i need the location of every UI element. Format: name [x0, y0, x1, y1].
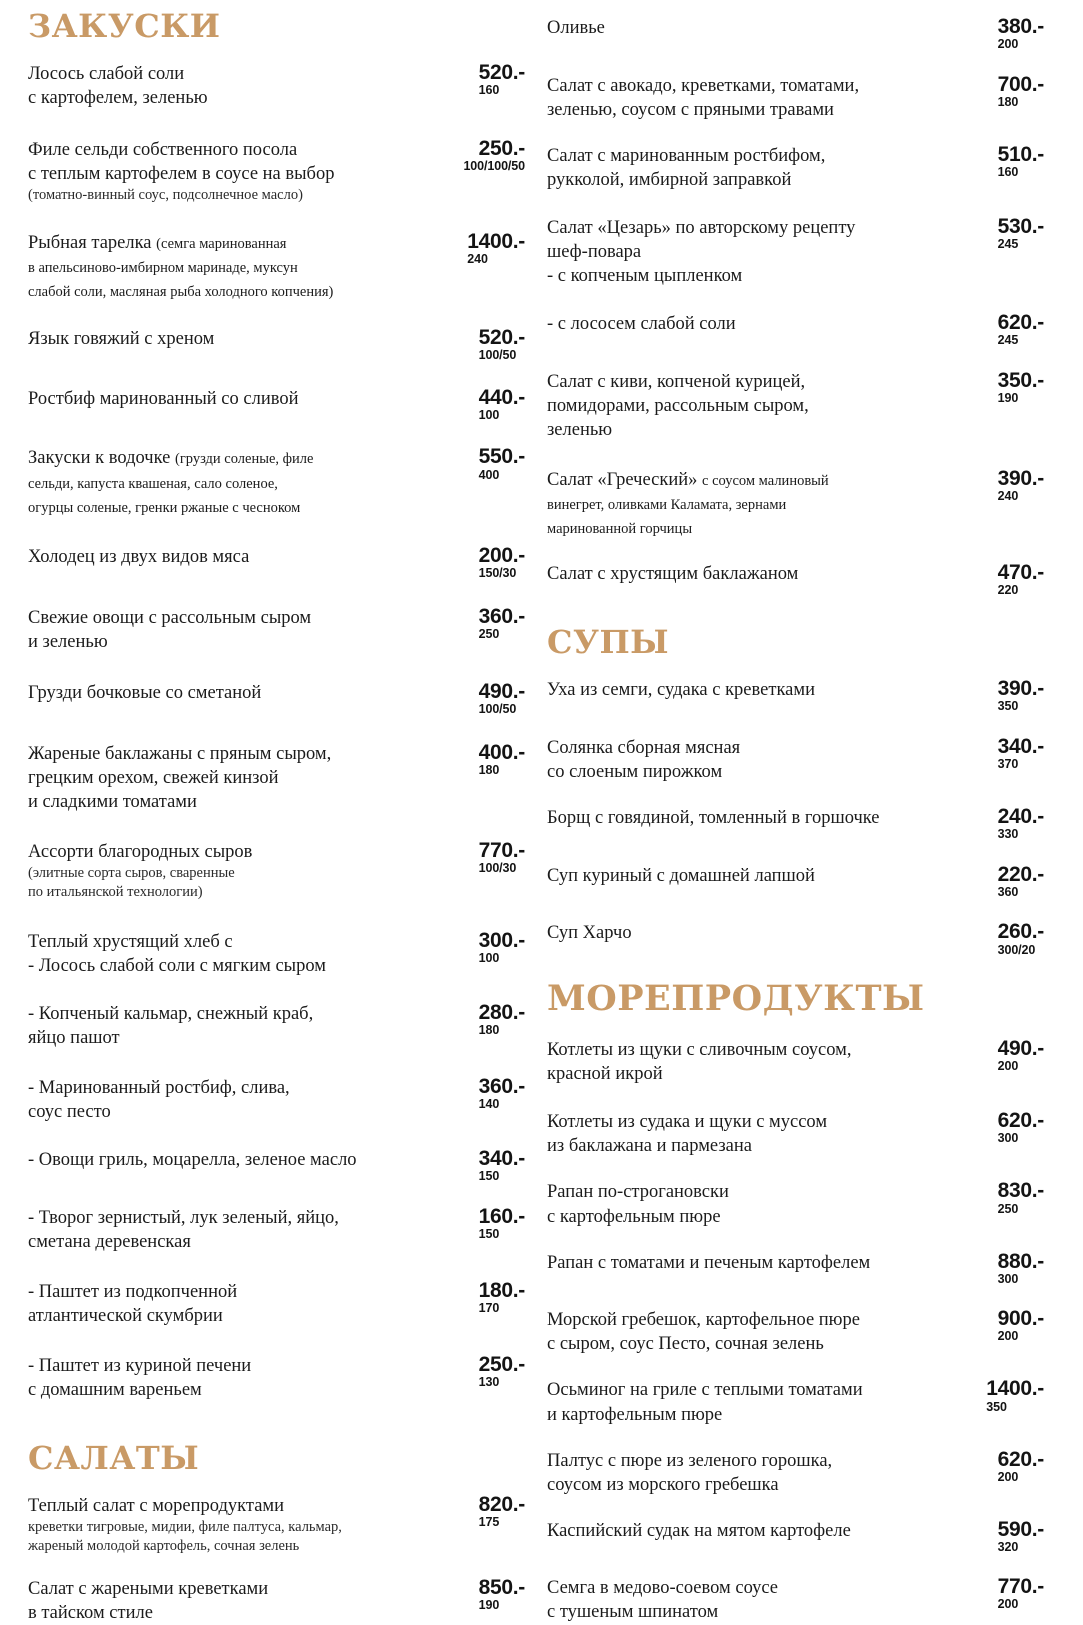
menu-item	[547, 1180, 1044, 1228]
menu-item-text	[28, 1076, 469, 1124]
menu-item-name: Теплый хрустящий хлеб с - Лосось слабой соли с мягким сыром	[28, 931, 326, 976]
menu-item-price	[988, 370, 1044, 406]
menu-item-text	[547, 468, 988, 540]
menu-item-text	[28, 62, 469, 110]
menu-item	[547, 1449, 1044, 1497]
menu-item-weight: 160	[478, 83, 500, 98]
menu-item	[547, 736, 1044, 784]
menu-item-price-amount: 300.-	[478, 928, 525, 952]
menu-item-text	[547, 1378, 976, 1426]
menu-item	[28, 1076, 525, 1124]
menu-item-price	[988, 1308, 1044, 1344]
menu-item-weight: 220	[997, 583, 1019, 598]
menu-item-price-amount: 340.-	[478, 1146, 525, 1170]
menu-item-weight: 300	[997, 1131, 1019, 1146]
menu-item-weight: 200	[997, 1469, 1019, 1484]
menu-item-weight: 240	[467, 251, 488, 266]
menu-item-text	[28, 138, 453, 205]
menu-item-price-amount: 240.-	[997, 804, 1044, 828]
menu-item-weight: 360	[997, 884, 1019, 899]
menu-item-name: Грузди бочковые со сметаной	[28, 682, 262, 703]
menu-item-weight: 140	[478, 1096, 500, 1111]
menu-item-name: Рыбная тарелка (семга маринованная в апельсиново-имбирном маринаде, муксун слабой соли, масляная рыба холодного копчения)	[28, 232, 334, 300]
menu-item-price	[469, 1002, 525, 1038]
menu-item-name: Оливье	[547, 18, 605, 38]
menu-item-name: Ассорти благородных сыров	[28, 842, 253, 863]
menu-item-weight: 400	[478, 467, 500, 482]
menu-item-name: Салат с маринованным ростбифом, рукколой, имбирной заправкой	[547, 145, 826, 190]
menu-item	[547, 1308, 1044, 1356]
menu-item-name: Котлеты из щуки с сливочным соусом, красной икрой	[547, 1040, 852, 1085]
menu-item-weight: 180	[997, 94, 1019, 109]
menu-item-name: - Копченый кальмар, снежный краб, яйцо пашот	[28, 1003, 314, 1048]
menu-item-name: Палтус с пюре из зеленого горошка, соусом из морского гребешка	[547, 1450, 833, 1495]
menu-item	[28, 1206, 525, 1254]
menu-item-name: Ростбиф маринованный со сливой	[28, 388, 299, 409]
menu-item	[28, 1494, 525, 1555]
menu-item	[547, 468, 1044, 540]
menu-item-price	[469, 1494, 525, 1530]
menu-item-name: Язык говяжий с хреном	[28, 328, 215, 349]
menu-item-price-amount: 550.-	[478, 445, 525, 469]
menu-item-price-amount: 520.-	[478, 325, 525, 349]
menu-item	[28, 327, 525, 363]
menu-item-text	[547, 1576, 988, 1624]
menu-item-text	[28, 1206, 469, 1254]
menu-item-text	[28, 840, 469, 901]
menu-item-name: Суп Харчо	[547, 923, 632, 944]
menu-item-price	[988, 562, 1044, 598]
menu-item-text	[547, 864, 988, 888]
menu-item-text	[547, 921, 988, 945]
menu-item-weight: 150	[478, 1168, 500, 1183]
menu-item-text	[547, 74, 988, 122]
menu-item-price	[988, 806, 1044, 842]
menu-item-price-amount: 590.-	[997, 1517, 1044, 1541]
menu-item-price-amount: 900.-	[997, 1307, 1044, 1331]
menu-item	[547, 16, 1044, 52]
menu-item-price-amount: 620.-	[997, 1109, 1044, 1133]
menu-item-price	[457, 231, 525, 267]
menu-item-price	[469, 62, 525, 98]
menu-item-price-amount: 160.-	[478, 1204, 525, 1228]
menu-item-weight: 300	[997, 1271, 1019, 1286]
menu-item-text	[547, 1038, 988, 1086]
menu-item-price-amount: 390.-	[997, 677, 1044, 700]
menu-item	[28, 1577, 525, 1625]
menu-item-weight: 250	[997, 1201, 1019, 1216]
menu-item-price	[469, 930, 525, 966]
menu-item	[547, 562, 1044, 598]
menu-item-weight: 100/50	[478, 347, 517, 362]
menu-item-price	[469, 1354, 525, 1390]
menu-item-name: Солянка сборная мясная со слоеным пирожком	[547, 737, 741, 782]
menu-item-text	[28, 1577, 469, 1625]
menu-item-inline-description: (грузди соленые, филе сельди, капуста квашеная, сало соленое, огурцы соленые, гренки ржаные с чесноком	[28, 451, 314, 516]
menu-item-name: Салат «Цезарь» по авторскому рецепту шеф-повара - с копченым цыпленком	[547, 217, 856, 287]
menu-item-price	[988, 312, 1044, 348]
menu-item-price-amount: 400.-	[478, 741, 525, 765]
menu-item-name: - Паштет из куриной печени с домашним вареньем	[28, 1355, 252, 1400]
menu-item-price-amount: 850.-	[478, 1576, 525, 1600]
menu-item-weight: 240	[997, 489, 1019, 504]
menu-item-text	[28, 742, 469, 814]
menu-item-text	[28, 545, 469, 569]
menu-item-price	[469, 606, 525, 642]
section-heading-supy: СУПЫ	[547, 623, 670, 661]
menu-item-price-amount: 520.-	[478, 61, 525, 84]
menu-item-text	[547, 806, 988, 830]
menu-item	[547, 678, 1044, 714]
menu-item	[547, 370, 1044, 442]
menu-item-price	[469, 1206, 525, 1242]
menu-item-text	[28, 1002, 469, 1050]
menu-item-price-amount: 220.-	[997, 862, 1044, 886]
menu-item-text	[547, 16, 988, 40]
menu-item-name: Теплый салат с морепродуктами	[28, 1495, 285, 1516]
menu-item-name: Рапан с томатами и печеным картофелем	[547, 1252, 871, 1273]
menu-item-text	[547, 312, 988, 336]
menu-item-weight: 100/50	[478, 701, 517, 716]
section-heading-salaty-left: САЛАТЫ	[28, 1438, 200, 1477]
menu-item-name: - Овощи гриль, моцарелла, зеленое масло	[28, 1149, 357, 1170]
menu-item-price	[988, 216, 1044, 252]
menu-item-price-amount: 490.-	[478, 679, 525, 703]
menu-item	[28, 1280, 525, 1328]
menu-column-right	[547, 8, 1044, 1623]
menu-item-inline-description: с соусом малиновый винегрет, оливками Каламата, зернами маринованной горчицы	[547, 473, 829, 538]
menu-item-price	[988, 736, 1044, 772]
menu-item-price	[988, 74, 1044, 110]
menu-item-price	[988, 16, 1044, 52]
menu-item-price-amount: 250.-	[478, 1352, 525, 1376]
menu-item-text	[28, 446, 469, 518]
menu-item-price-amount: 1400.-	[467, 229, 525, 253]
menu-item-price	[976, 1378, 1044, 1414]
menu-item-text	[547, 562, 988, 586]
menu-item-text	[28, 387, 469, 411]
menu-item-price-amount: 350.-	[997, 368, 1044, 392]
menu-item-price	[469, 545, 525, 581]
menu-item-text	[28, 930, 469, 978]
menu-item-weight: 100/30	[478, 861, 517, 876]
menu-item-price	[469, 742, 525, 778]
menu-item	[28, 545, 525, 581]
menu-item-price	[469, 1280, 525, 1316]
menu-item-weight: 370	[997, 756, 1019, 771]
menu-item	[547, 921, 1044, 957]
menu-item-text	[28, 231, 457, 303]
menu-item-description: (элитные сорта сыров, сваренные по итальянской технологии)	[28, 865, 235, 901]
menu-item-description: (томатно-винный соус, подсолнечное масло)	[28, 187, 303, 204]
menu-item-price	[988, 468, 1044, 504]
menu-item-text	[28, 606, 469, 654]
menu-item	[547, 312, 1044, 348]
menu-item-price	[988, 1180, 1044, 1216]
menu-item-weight: 320	[997, 1539, 1019, 1554]
menu-item-price-amount: 770.-	[997, 1575, 1044, 1599]
menu-item-price	[988, 1110, 1044, 1146]
menu-item-price-amount: 770.-	[478, 839, 525, 863]
menu-item	[547, 806, 1044, 842]
menu-item-text	[28, 1148, 469, 1172]
menu-item-name: - с лососем слабой соли	[547, 314, 736, 335]
menu-item-price-amount: 200.-	[478, 543, 525, 567]
menu-item-weight: 100/100/50	[463, 159, 525, 174]
menu-item-price-amount: 700.-	[997, 72, 1044, 96]
menu-item-weight: 100	[478, 950, 500, 965]
menu-item-price-amount: 250.-	[478, 137, 525, 161]
menu-item-text	[547, 144, 988, 192]
menu-item	[28, 742, 525, 814]
menu-item-weight: 160	[997, 164, 1019, 179]
menu-item-name: Салат с авокадо, креветками, томатами, зеленью, соусом с пряными травами	[547, 75, 860, 120]
menu-item-text	[547, 1449, 988, 1497]
menu-item-name: - Творог зернистый, лук зеленый, яйцо, сметана деревенская	[28, 1207, 339, 1252]
menu-item	[28, 681, 525, 717]
menu-item-price-amount: 380.-	[997, 15, 1044, 38]
menu-item-price-amount: 820.-	[478, 1492, 525, 1516]
menu-item-price	[469, 327, 525, 363]
menu-item-name: Холодец из двух видов мяса	[28, 546, 250, 567]
menu-item-price	[988, 144, 1044, 180]
menu-item-price-amount: 470.-	[997, 561, 1044, 585]
menu-item-weight: 200	[997, 1597, 1019, 1612]
menu-item-text	[28, 1494, 469, 1555]
menu-item	[28, 1002, 525, 1050]
menu-item-name: Салат с хрустящим баклажаном	[547, 564, 799, 585]
menu-item	[28, 62, 525, 110]
menu-item	[28, 930, 525, 978]
menu-item-text	[547, 1251, 988, 1275]
menu-item-name: Салат с жареными креветками в тайском стиле	[28, 1579, 269, 1624]
menu-item-price	[988, 1251, 1044, 1287]
menu-item	[28, 1354, 525, 1402]
menu-item-price-amount: 1400.-	[986, 1377, 1044, 1401]
menu-item-price	[469, 1577, 525, 1613]
menu-item-text	[547, 1110, 988, 1158]
menu-item-text	[547, 678, 988, 702]
menu-item	[547, 1110, 1044, 1158]
menu-item-weight: 180	[478, 1022, 500, 1037]
menu-item-description: креветки тигровые, мидии, филе палтуса, кальмар, жареный молодой картофель, сочная зелень	[28, 1518, 342, 1554]
menu-item	[547, 74, 1044, 122]
menu-item-price-amount: 360.-	[478, 605, 525, 629]
menu-item-name: Рапан по-строгановски с картофельным пюре	[547, 1182, 729, 1227]
menu-item-weight: 350	[997, 699, 1019, 714]
menu-item-name: Котлеты из судака и щуки с муссом из баклажана и пармезана	[547, 1112, 828, 1157]
menu-item-weight: 350	[986, 1399, 1007, 1414]
menu-item-name: Осьминог на гриле с теплыми томатами и картофельным пюре	[547, 1380, 863, 1425]
menu-item	[28, 840, 525, 901]
menu-item-name: Уха из семги, судака с креветками	[547, 680, 815, 700]
menu-item-price	[469, 1148, 525, 1184]
menu-item-price	[988, 1519, 1044, 1555]
menu-item	[28, 606, 525, 654]
menu-item	[547, 1038, 1044, 1086]
menu-item-price-amount: 620.-	[997, 1447, 1044, 1471]
menu-item	[28, 387, 525, 423]
menu-item	[28, 1148, 525, 1184]
menu-item-price-amount: 360.-	[478, 1074, 525, 1098]
menu-item-name: Суп куриный с домашней лапшой	[547, 865, 815, 886]
menu-item	[547, 1519, 1044, 1555]
menu-item-weight: 200	[997, 1329, 1019, 1344]
menu-item-price-amount: 340.-	[997, 734, 1044, 758]
menu-item-weight: 245	[997, 237, 1019, 252]
menu-item-price	[469, 1076, 525, 1112]
menu-item-price	[988, 1449, 1044, 1485]
menu-item-name: Борщ с говядиной, томленный в горшочке	[547, 807, 880, 828]
menu-item-text	[547, 1519, 988, 1543]
menu-item-price-amount: 260.-	[997, 920, 1044, 944]
menu-item-price-amount: 530.-	[997, 214, 1044, 238]
menu-item-name: Жареные баклажаны с пряным сыром, грецким орехом, свежей кинзой и сладкими томатами	[28, 744, 332, 813]
menu-item-weight: 200	[997, 1059, 1019, 1074]
menu-item	[28, 231, 525, 303]
menu-item-weight: 170	[478, 1300, 500, 1315]
menu-item-name: Лосось слабой соли с картофелем, зеленью	[28, 64, 208, 109]
menu-item-price-amount: 510.-	[997, 142, 1044, 166]
menu-item	[547, 144, 1044, 192]
menu-item-weight: 250	[478, 627, 500, 642]
menu-item-name: - Паштет из подкопченной атлантической скумбрии	[28, 1281, 238, 1326]
menu-item-price	[988, 921, 1044, 957]
menu-item-text	[547, 1308, 988, 1356]
menu-item-name: Морской гребешок, картофельное пюре с сыром, соус Песто, сочная зелень	[547, 1310, 860, 1355]
menu-item	[547, 1251, 1044, 1287]
section-heading-moreprodukty: МОРЕПРОДУКТЫ	[547, 978, 925, 1020]
menu-item-text	[28, 327, 469, 351]
menu-item-weight: 150/30	[478, 565, 517, 580]
menu-item-text	[547, 736, 988, 784]
menu-item	[547, 216, 1044, 288]
menu-item	[547, 1378, 1044, 1426]
menu-item-price	[988, 864, 1044, 900]
menu-item-weight: 130	[478, 1374, 500, 1389]
menu-item-name: Свежие овощи с рассольным сыром и зеленью	[28, 608, 312, 653]
menu-item	[28, 446, 525, 518]
menu-item-price-amount: 280.-	[478, 1000, 525, 1024]
menu-item	[547, 1576, 1044, 1624]
menu-item-price-amount: 880.-	[997, 1249, 1044, 1273]
menu-item-text	[28, 681, 469, 705]
menu-item-price-amount: 830.-	[997, 1179, 1044, 1203]
menu-item-weight: 100	[478, 407, 500, 422]
menu-item-weight: 300/20	[997, 942, 1036, 957]
menu-item-text	[547, 1180, 988, 1228]
menu-item-name: Филе сельди собственного посола с теплым картофелем в соусе на выбор	[28, 140, 335, 185]
menu-item-weight: 175	[478, 1514, 500, 1529]
menu-item-price-amount: 180.-	[478, 1278, 525, 1302]
menu-item-name: Закуски к водочке (грузди соленые, филе сельди, капуста квашеная, сало соленое, огурцы соленые, гренки ржаные с чесноком	[28, 448, 314, 516]
menu-item-price	[988, 1576, 1044, 1612]
menu-item-price	[469, 681, 525, 717]
menu-item-weight: 245	[997, 333, 1019, 348]
menu-item-price	[469, 387, 525, 423]
menu-item-text	[547, 370, 988, 442]
menu-item-text	[547, 216, 988, 288]
menu-item-price-amount: 490.-	[997, 1037, 1044, 1061]
menu-item-name: Салат «Греческий» с соусом малиновый винегрет, оливками Каламата, зернами маринованной горчицы	[547, 470, 829, 538]
menu-item-name: - Маринованный ростбиф, слива, соус песто	[28, 1077, 290, 1122]
menu-item-text	[28, 1280, 469, 1328]
menu-item-inline-description: (семга маринованная в апельсиново-имбирном маринаде, муксун слабой соли, масляная рыба холодного копчения)	[28, 235, 334, 300]
menu-item-text	[28, 1354, 469, 1402]
menu-item-name: Салат с киви, копченой курицей, помидорами, рассольным сыром, зеленью	[547, 371, 809, 441]
menu-item-weight: 330	[997, 826, 1019, 841]
menu-item-price	[469, 840, 525, 876]
menu-item-name: Каспийский судак на мятом картофеле	[547, 1520, 851, 1541]
menu-item-name: Семга в медово-соевом соусе с тушеным шпинатом	[547, 1578, 779, 1623]
menu-column-left	[28, 7, 525, 1624]
menu-item-price	[988, 1038, 1044, 1074]
menu-item-price	[469, 446, 525, 482]
menu-item-weight: 200	[997, 37, 1019, 52]
menu-item-weight: 190	[997, 390, 1019, 405]
menu-item-weight: 150	[478, 1226, 500, 1241]
menu-item-price	[988, 678, 1044, 714]
menu-item	[547, 864, 1044, 900]
menu-item-price-amount: 440.-	[478, 385, 525, 409]
menu-item-weight: 180	[478, 763, 500, 778]
menu-item-price	[453, 138, 525, 174]
section-heading-zakuski: ЗАКУСКИ	[28, 7, 221, 45]
menu-item-price-amount: 620.-	[997, 311, 1044, 335]
menu-item-price-amount: 390.-	[997, 467, 1044, 491]
menu-item	[28, 138, 525, 205]
menu-item-weight: 190	[478, 1598, 500, 1613]
